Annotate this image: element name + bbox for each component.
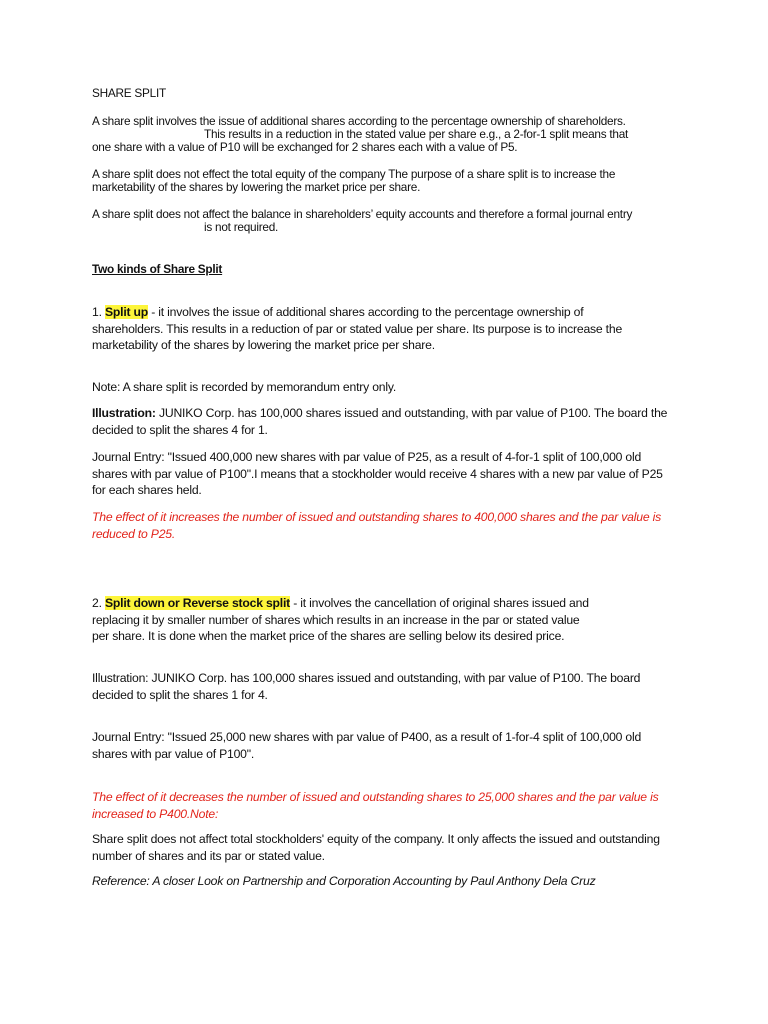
intro-paragraph-3: A share split does not affect the balance in shareholders’ equity accounts and therefore a formal journal entry is not required. (92, 207, 633, 234)
item-number-1: 1. (92, 305, 102, 319)
split-down-journal-entry: Journal Entry: "Issued 25,000 new shares with par value of P400, as a result of 1-for-4 split of 100,000 old shares with par value of P100". (92, 730, 642, 761)
split-up-term: Split up (104, 305, 149, 319)
split-down-illustration: Illustration: JUNIKO Corp. has 100,000 shares issued and outstanding, with par value of P100. The board decided to split the shares 1 for 4. (92, 671, 641, 702)
split-down-summary: Share split does not affect total stockholders' equity of the company. It only affects the issued and outstanding number of shares and its par or stated value. (92, 832, 660, 863)
split-up-journal-entry: Journal Entry: "Issued 400,000 new shares with par value of P25, as a result of 4-for-1 split of 100,000 old shares with par value of P100".I means that a stockholder would receive 4 shares with a new par value of P25 for each shares held. (92, 450, 663, 497)
intro-paragraph-2: A share split does not effect the total equity of the company The purpose of a share split is to increase the marketability of the shares by lowering the market price per share. (92, 167, 616, 194)
reference: Reference: A closer Look on Partnership and Corporation Accounting by Paul Anthony Dela Cruz (92, 874, 596, 888)
split-down-effect: The effect of it decreases the number of issued and outstanding shares to 25,000 shares and the par value is increased to P400.Note: (92, 790, 659, 821)
split-up-illustration: Illustration: JUNIKO Corp. has 100,000 shares issued and outstanding, with par value of P100. The board the decided to split the shares 4 for 1. (92, 406, 668, 437)
split-up-effect: The effect of it increases the number of issued and outstanding shares to 400,000 shares and the par value is reduced to P25. (92, 510, 661, 541)
section-heading: Two kinds of Share Split (92, 262, 223, 276)
split-up-note: Note: A share split is recorded by memorandum entry only. (92, 380, 397, 394)
doc-title: SHARE SPLIT (92, 86, 166, 100)
split-down-term: Split down or Reverse stock split (104, 596, 291, 610)
intro-paragraph-1: A share split involves the issue of additional shares according to the percentage ownership of shareholders. This results in a reduction in the stated value per share e.g., a 2-for-1 split means that one share with a value of P10 will be exchanged for 2 shares each with a value of P5. (92, 114, 629, 154)
split-down-paragraph: 2. Split down or Reverse stock split - it involves the cancellation of original shares issued and replacing it by smaller number of shares which results in an increase in the par or stated value per share. It is done when the market price of the shares are selling below its desired price. (92, 596, 589, 643)
split-up-paragraph: 1. Split up - it involves the issue of additional shares according to the percentage ownership of shareholders. This results in a reduction of par or stated value per share. Its purpose is to increase the marketability of the shares by lowering the market price per share. (92, 305, 623, 352)
item-number-2: 2. (92, 596, 102, 610)
illustration-label: Illustration: (92, 406, 156, 420)
